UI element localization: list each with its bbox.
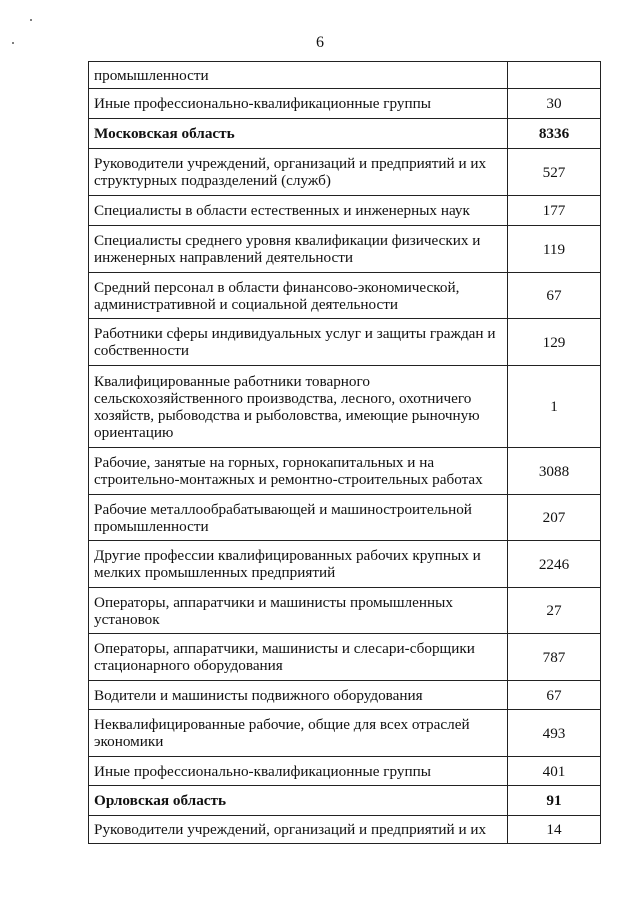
group-value-cell: 493 bbox=[508, 710, 601, 757]
group-name-cell: Руководители учреждений, организаций и предприятий и их структурных подразделений (служб) bbox=[89, 149, 508, 196]
table-row bbox=[89, 634, 601, 681]
group-name-cell: Работники сферы индивидуальных услуг и защиты граждан и собственности bbox=[89, 319, 508, 366]
statistics-table bbox=[88, 61, 601, 844]
region-name-cell: Московская область bbox=[89, 119, 508, 149]
table-row bbox=[89, 149, 601, 196]
group-name-cell: Иные профессионально-квалификационные группы bbox=[89, 89, 508, 119]
table-row bbox=[89, 588, 601, 634]
group-name-cell: Квалифицированные работники товарного сельскохозяйственного производства, лесного, охотничего хозяйств, рыбоводства и рыболовства, имеющие рыночную ориентацию bbox=[89, 366, 508, 448]
group-value-cell: 207 bbox=[508, 495, 601, 541]
region-name-cell: Орловская область bbox=[89, 786, 508, 816]
group-name-cell: Специалисты среднего уровня квалификации физических и инженерных направлений деятельности bbox=[89, 226, 508, 273]
group-value-cell bbox=[508, 62, 601, 89]
group-name-cell: Неквалифицированные рабочие, общие для всех отраслей экономики bbox=[89, 710, 508, 757]
table-row bbox=[89, 196, 601, 226]
table-row bbox=[89, 757, 601, 786]
group-name-cell: Иные профессионально-квалификационные группы bbox=[89, 757, 508, 786]
table-row bbox=[89, 366, 601, 448]
table-row bbox=[89, 448, 601, 495]
group-name-cell: Операторы, аппаратчики и машинисты промышленных установок bbox=[89, 588, 508, 634]
table-row bbox=[89, 273, 601, 319]
group-name-cell: Другие профессии квалифицированных рабочих крупных и мелких промышленных предприятий bbox=[89, 541, 508, 588]
table-row bbox=[89, 541, 601, 588]
group-value-cell: 177 bbox=[508, 196, 601, 226]
table-row bbox=[89, 62, 601, 89]
group-name-cell: Водители и машинисты подвижного оборудования bbox=[89, 681, 508, 710]
group-value-cell: 401 bbox=[508, 757, 601, 786]
table-row bbox=[89, 710, 601, 757]
group-name-cell: Рабочие металлообрабатывающей и машиностроительной промышленности bbox=[89, 495, 508, 541]
group-value-cell: 14 bbox=[508, 816, 601, 844]
group-value-cell: 3088 bbox=[508, 448, 601, 495]
region-total-cell: 8336 bbox=[508, 119, 601, 149]
group-value-cell: 2246 bbox=[508, 541, 601, 588]
group-name-cell: Рабочие, занятые на горных, горнокапитальных и на строительно-монтажных и ремонтно-строительных работах bbox=[89, 448, 508, 495]
table-row bbox=[89, 89, 601, 119]
group-name-cell: Средний персонал в области финансово-экономической, административной и социальной деятельности bbox=[89, 273, 508, 319]
table-body bbox=[89, 62, 601, 844]
table-row bbox=[89, 495, 601, 541]
page-number: 6 bbox=[316, 34, 324, 51]
table-row bbox=[89, 226, 601, 273]
group-value-cell: 1 bbox=[508, 366, 601, 448]
group-value-cell: 119 bbox=[508, 226, 601, 273]
group-value-cell: 27 bbox=[508, 588, 601, 634]
region-total-cell: 91 bbox=[508, 786, 601, 816]
scan-speck bbox=[30, 19, 32, 21]
group-value-cell: 129 bbox=[508, 319, 601, 366]
group-value-cell: 527 bbox=[508, 149, 601, 196]
table-row bbox=[89, 816, 601, 844]
group-name-cell: Операторы, аппаратчики, машинисты и слесари-сборщики стационарного оборудования bbox=[89, 634, 508, 681]
group-value-cell: 787 bbox=[508, 634, 601, 681]
table-row bbox=[89, 786, 601, 816]
table-row bbox=[89, 119, 601, 149]
group-value-cell: 67 bbox=[508, 273, 601, 319]
group-name-cell: Руководители учреждений, организаций и предприятий и их bbox=[89, 816, 508, 844]
group-name-cell: Специалисты в области естественных и инженерных наук bbox=[89, 196, 508, 226]
group-value-cell: 30 bbox=[508, 89, 601, 119]
table-row bbox=[89, 319, 601, 366]
group-value-cell: 67 bbox=[508, 681, 601, 710]
table-row bbox=[89, 681, 601, 710]
group-name-cell: промышленности bbox=[89, 62, 508, 89]
